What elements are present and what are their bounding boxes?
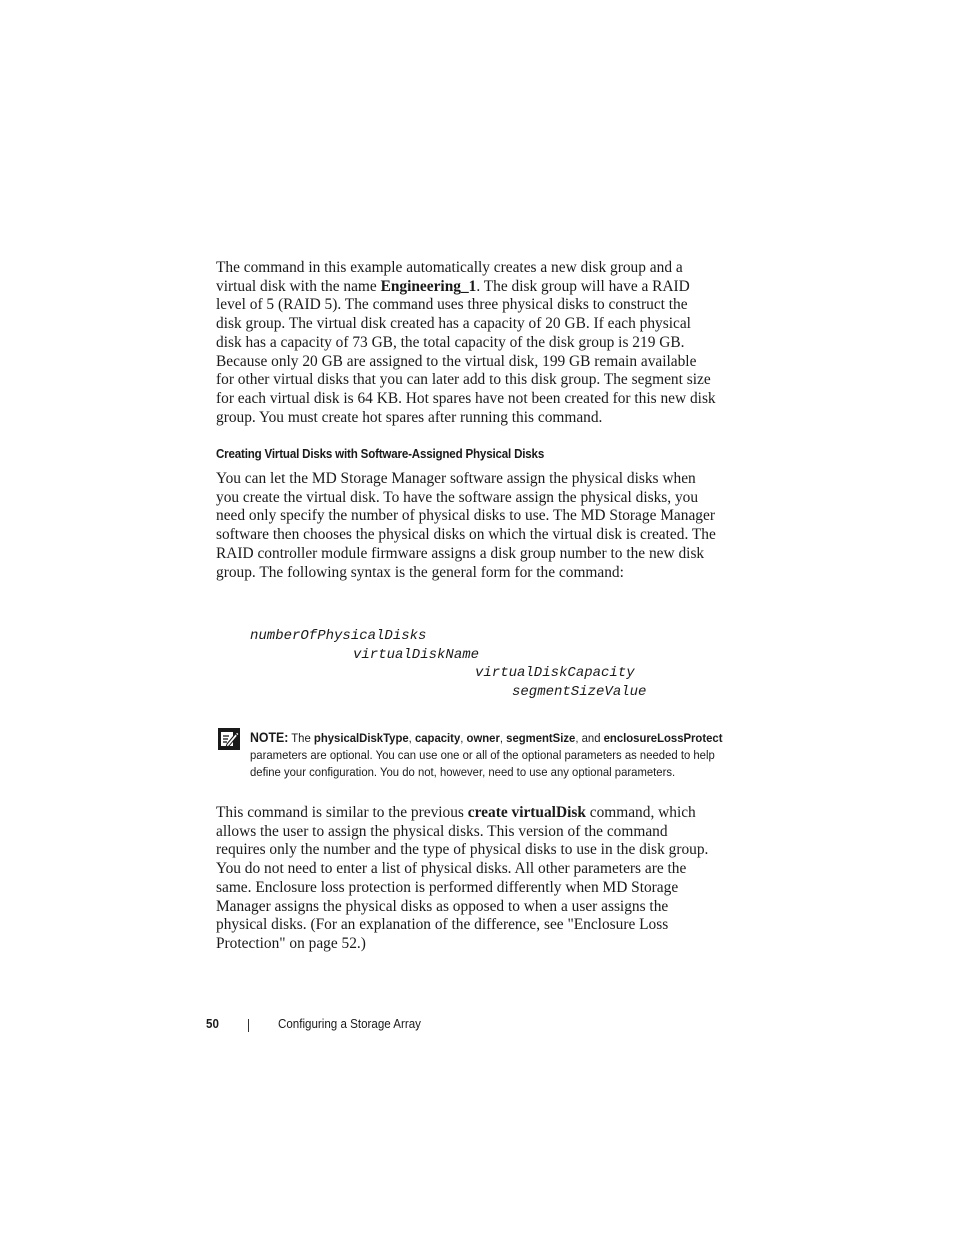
section-heading: Creating Virtual Disks with Software-Assigned Physical Disks [216,447,545,461]
note-param-capacity: capacity [414,731,461,745]
paragraph-text: The command in this example automatically creates a new disk group and a virtual disk with the name [216,259,683,295]
note-param-enclosure-loss-protect: enclosureLossProtect [603,731,723,745]
paragraph-text: . The disk group will have a RAID level of 5 (RAID 5). The command uses three physical disks to construct the disk group. The virtual disk created has a capacity of 20 GB. If each physical disk has a capacity of 73 GB, the total capacity of the disk group is 219 GB. Because only 20 GB are assigned to the virtual disk, 199 GB remain available for other virtual disks that you can later add to this disk group. The segment size for each virtual disk is 64 KB. Hot spares have not been created for this new disk group. You must create hot spares after running this command. [216,277,716,426]
disk-name-bold: Engineering_1 [380,277,477,295]
note-pencil-icon [217,727,241,751]
note-separator: , [460,731,467,745]
note-label: NOTE: [250,730,289,745]
syntax-param-virtual-disk-name: virtualDiskName [353,647,480,663]
paragraph-command-comparison [216,804,716,954]
footer-divider [248,1019,249,1032]
paragraph-text: command, which allows the user to assign the physical disks. This version of the command requires only the number and the type of physical disks to use in the disk group. You do not need to enter a list of physical disks. All other parameters are the same. Enclosure loss protection is performed differently when MD Storage Manager assigns the physical disks as opposed to when a user assigns the physical disks. (For an explanation of the difference, see "Enclosure Loss Protection" on page 52.) [216,804,709,952]
syntax-param-number-of-physical-disks: numberOfPhysicalDisks [250,628,427,644]
note-param-physical-disk-type: physicalDiskType [313,731,409,745]
note-separator: , and [575,731,604,745]
page-number: 50 [206,1017,219,1031]
command-name-bold: create virtualDisk [467,804,586,821]
note-separator: , [499,731,507,745]
paragraph-command-example [216,259,716,427]
syntax-param-virtual-disk-capacity: virtualDiskCapacity [475,665,635,681]
note-param-owner: owner [466,731,500,745]
footer-chapter-title: Configuring a Storage Array [278,1017,421,1031]
paragraph-text: This command is similar to the previous [216,804,468,821]
note-text: The [288,731,314,745]
note-block [250,729,728,781]
syntax-param-segment-size-value: segmentSizeValue [512,684,647,700]
note-text: parameters are optional. You can use one or all of the optional parameters as needed to help define your configuration. You do not, however, need to use any optional parameters. [250,748,715,779]
note-param-segment-size: segmentSize [506,731,576,745]
paragraph-software-assign: You can let the MD Storage Manager software assign the physical disks when you create the virtual disk. To have the software assign the physical disks, you need only specify the number of physical disks to use. The MD Storage Manager software then chooses the physical disks on which the virtual disk is created. The RAID controller module firmware assigns a disk group number to the new disk group. The following syntax is the general form for the command: [216,470,716,581]
note-separator: , [408,731,415,745]
